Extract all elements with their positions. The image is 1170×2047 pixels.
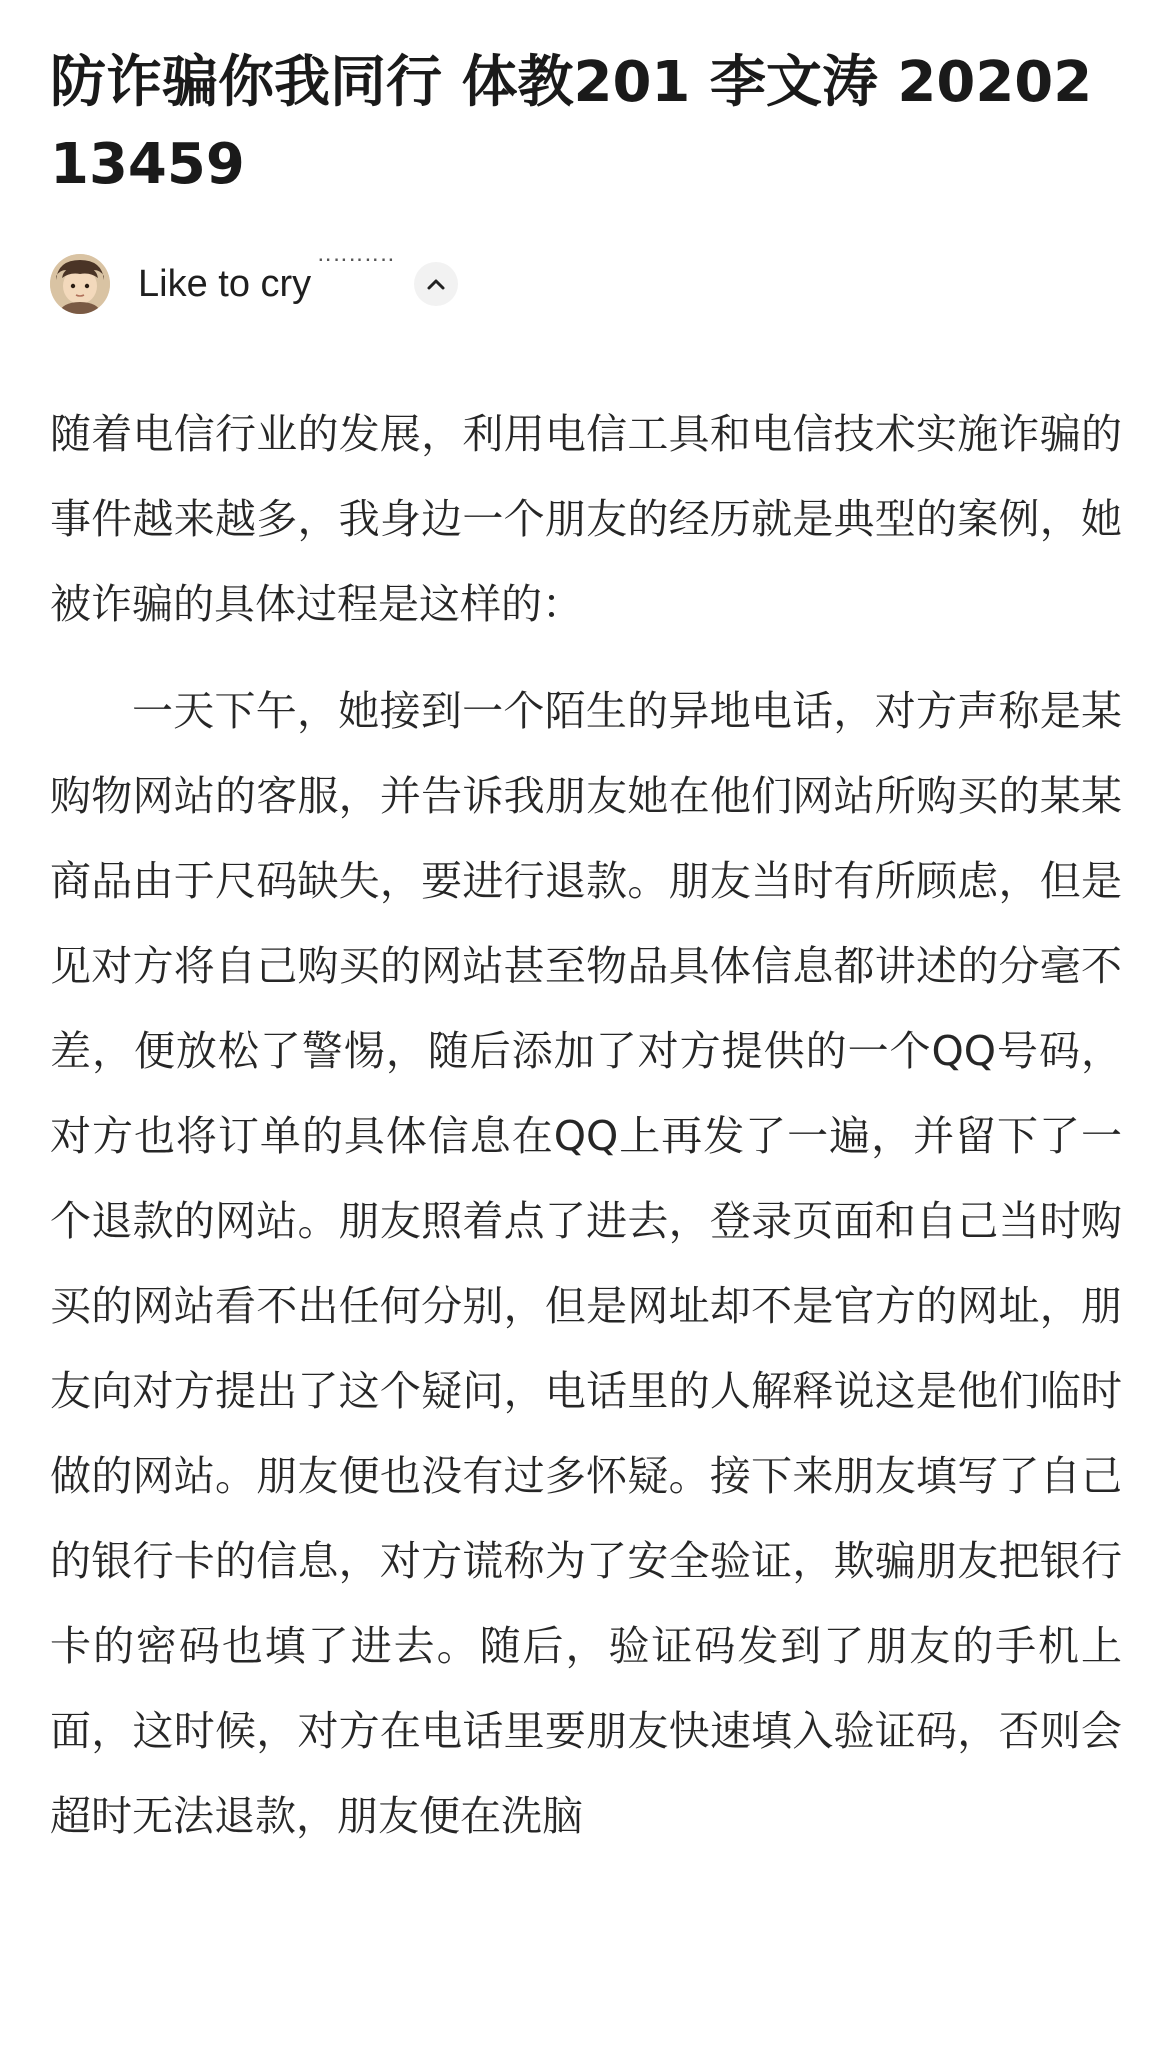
- author-name-decoration: ‥‥‥‥‥: [317, 240, 396, 266]
- article-title: 防诈骗你我同行 体教201 李文涛 2020213459: [50, 50, 1093, 197]
- author-toggle-button[interactable]: [414, 262, 458, 306]
- chevron-up-icon: [426, 277, 446, 291]
- article-body: [50, 392, 1122, 1859]
- author-name-text: Like to cry: [138, 262, 312, 305]
- author-name[interactable]: [138, 240, 396, 306]
- article: [50, 0, 1122, 1859]
- author-avatar[interactable]: [50, 254, 110, 314]
- article-paragraph: 随着电信行业的发展，利用电信工具和电信技术实施诈骗的事件越来越多，我身边一个朋友的经历就是典型的案例，她被诈骗的具体过程是这样的：: [50, 410, 1122, 628]
- article-paragraph: 一天下午，她接到一个陌生的异地电话，对方声称是某购物网站的客服，并告诉我朋友她在他们网站所购买的某某商品由于尺码缺失，要进行退款。朋友当时有所顾虑，但是见对方将自己购买的网站甚至物品具体信息都讲述的分毫不差，便放松了警惕，随后添加了对方提供的一个QQ号码，对方也将订单的具体信息在QQ上再发了一遍，并留下了一个退款的网站。朋友照着点了进去，登录页面和自己当时购买的网站看不出任何分别，但是网址却不是官方的网址，朋友向对方提出了这个疑问，电话里的人解释说这是他们临时做的网站。朋友便也没有过多怀疑。接下来朋友填写了自己的银行卡的信息，对方谎称为了安全验证，欺骗朋友把银行卡的密码也填了进去。随后，验证码发到了朋友的手机上面，这时候，对方在电话里要朋友快速填入验证码，否则会超时无法退款，朋友便在洗脑: [50, 687, 1122, 1840]
- author-row: [50, 240, 1122, 316]
- avatar-cartoon-boy-icon: [50, 254, 110, 314]
